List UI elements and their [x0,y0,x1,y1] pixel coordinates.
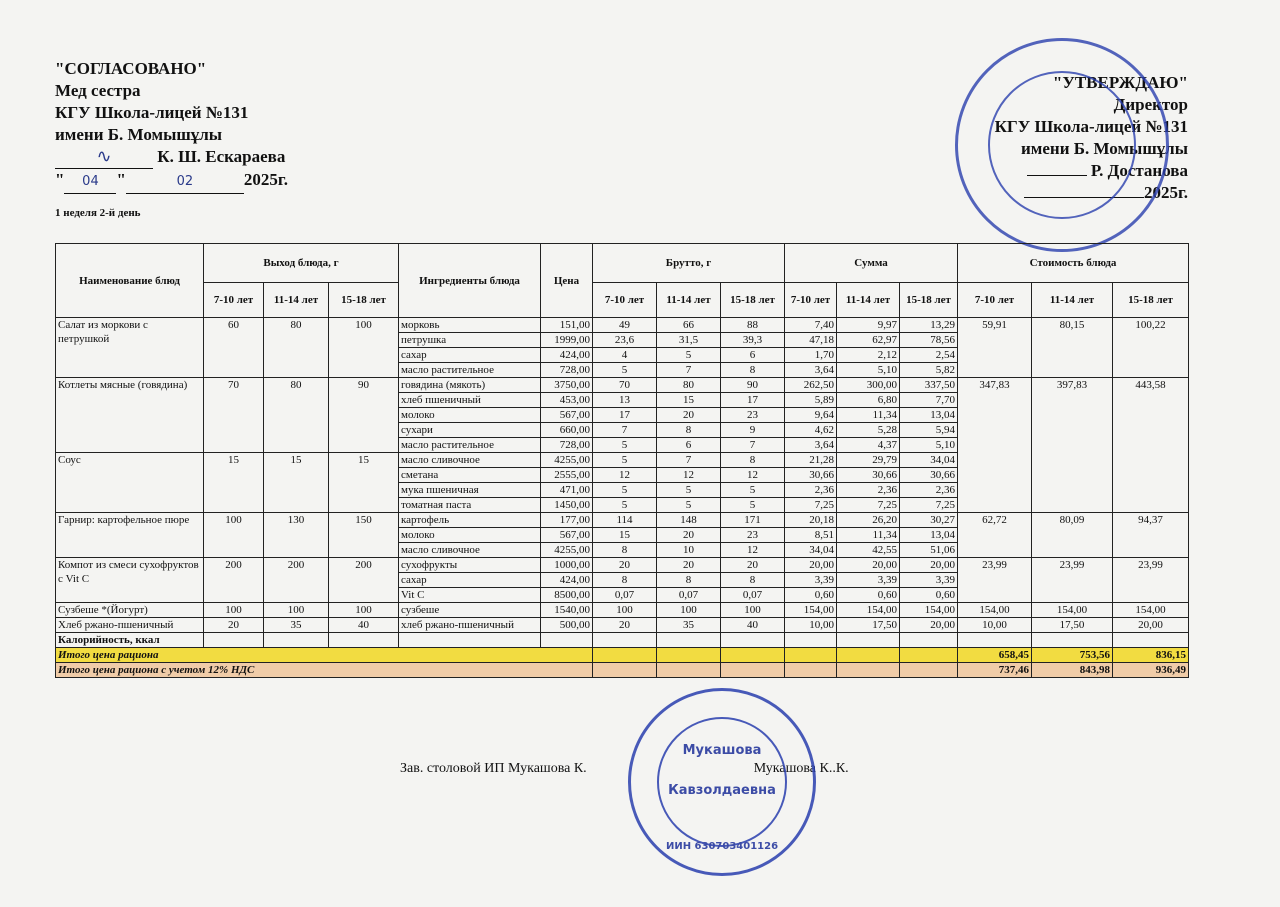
sum-cell: 262,50 [785,378,837,393]
sum-cell: 5,10 [900,438,958,453]
header-age: 15-18 лет [900,283,958,318]
header-sum: Сумма [785,244,958,283]
price-cell: 177,00 [541,513,593,528]
sum-cell: 5,28 [837,423,900,438]
dish-name: Хлеб ржано-пшеничный [56,618,204,633]
price-cell: 424,00 [541,348,593,363]
ingredient-name: томатная паста [399,498,541,513]
ingredient-name: Vit C [399,588,541,603]
yield-cell: 90 [329,378,399,453]
brutto-cell: 8 [721,573,785,588]
yield-cell: 70 [204,378,264,453]
sum-cell: 62,97 [837,333,900,348]
ingredient-name: сметана [399,468,541,483]
price-cell: 567,00 [541,528,593,543]
price-cell: 1000,00 [541,558,593,573]
cost-cell: 17,50 [1032,618,1113,633]
sum-cell: 3,39 [785,573,837,588]
yield-cell: 35 [264,618,329,633]
sum-cell: 5,94 [900,423,958,438]
header-brutto: Брутто, г [593,244,785,283]
brutto-cell: 20 [721,558,785,573]
yield-cell: 100 [264,603,329,618]
cost-cell: 154,00 [1113,603,1189,618]
price-cell: 500,00 [541,618,593,633]
cost-cell: 443,58 [1113,378,1189,513]
sum-cell: 154,00 [900,603,958,618]
sum-cell: 13,04 [900,528,958,543]
table-row [56,318,1189,333]
ingredient-name: сухофрукты [399,558,541,573]
header-yield: Выход блюда, г [204,244,399,283]
sum-cell: 4,62 [785,423,837,438]
brutto-cell: 80 [657,378,721,393]
cost-cell: 347,83 [958,378,1032,513]
seal-stamp-top [955,38,1169,252]
ingredient-name: масло сливочное [399,543,541,558]
total-vat-cell: 843,98 [1032,663,1113,678]
table-row [56,378,1189,393]
ingredient-name: морковь [399,318,541,333]
brutto-cell: 23 [721,408,785,423]
price-cell: 3750,00 [541,378,593,393]
sum-cell: 20,00 [900,618,958,633]
sum-cell: 7,40 [785,318,837,333]
ingredient-name: сухари [399,423,541,438]
brutto-cell: 5 [593,438,657,453]
brutto-cell: 90 [721,378,785,393]
sum-cell: 3,39 [837,573,900,588]
price-cell: 1999,00 [541,333,593,348]
price-cell: 453,00 [541,393,593,408]
sum-cell: 0,60 [900,588,958,603]
approval-left-role: Мед сестра [55,81,141,100]
approval-left-title: "СОГЛАСОВАНО" [55,59,207,78]
brutto-cell: 8 [657,573,721,588]
sum-cell: 154,00 [837,603,900,618]
brutto-cell: 49 [593,318,657,333]
cost-cell: 59,91 [958,318,1032,378]
brutto-cell: 12 [657,468,721,483]
sum-cell: 5,10 [837,363,900,378]
brutto-cell: 10 [657,543,721,558]
sum-cell: 30,27 [900,513,958,528]
date-month: 02 [176,174,194,189]
sum-cell: 34,04 [900,453,958,468]
sum-cell: 3,64 [785,363,837,378]
dish-name: Гарнир: картофельное пюре [56,513,204,558]
brutto-cell: 12 [721,543,785,558]
ingredient-name: картофель [399,513,541,528]
stamp-line-2: Кавзолдаевна [668,783,776,798]
price-cell: 728,00 [541,438,593,453]
total-vat-cell: 936,49 [1113,663,1189,678]
price-cell: 4255,00 [541,543,593,558]
header-age: 7-10 лет [204,283,264,318]
sum-cell: 7,70 [900,393,958,408]
sum-cell: 34,04 [785,543,837,558]
header-age: 7-10 лет [593,283,657,318]
table-row [56,513,1189,528]
brutto-cell: 39,3 [721,333,785,348]
total-cell: 836,15 [1113,648,1189,663]
price-cell: 1540,00 [541,603,593,618]
ingredient-name: мука пшеничная [399,483,541,498]
cost-cell: 62,72 [958,513,1032,558]
brutto-cell: 20 [657,408,721,423]
brutto-cell: 148 [657,513,721,528]
brutto-cell: 0,07 [593,588,657,603]
brutto-cell: 35 [657,618,721,633]
ingredient-name: сузбеше [399,603,541,618]
total-vat-cell: 737,46 [958,663,1032,678]
dish-name: Котлеты мясные (говядина) [56,378,204,453]
table-row [56,558,1189,573]
sum-cell: 2,36 [900,483,958,498]
dish-name: Соус [56,453,204,513]
sum-cell: 26,20 [837,513,900,528]
brutto-cell: 8 [721,453,785,468]
cost-cell: 94,37 [1113,513,1189,558]
ingredient-name: сахар [399,573,541,588]
sum-cell: 30,66 [837,468,900,483]
cost-cell: 154,00 [1032,603,1113,618]
sum-cell: 10,00 [785,618,837,633]
yield-cell: 100 [329,318,399,378]
brutto-cell: 5 [657,483,721,498]
header-ingredients: Ингредиенты блюда [399,244,541,318]
cost-cell: 23,99 [1113,558,1189,603]
yield-cell: 80 [264,318,329,378]
approval-left-signature-line [55,146,288,169]
menu-table [55,243,1189,678]
yield-cell: 100 [204,513,264,558]
sum-cell: 7,25 [900,498,958,513]
sum-cell: 154,00 [785,603,837,618]
ingredient-name: сахар [399,348,541,363]
brutto-cell: 5 [593,453,657,468]
total-vat-label: Итого цена рациона с учетом 12% НДС [56,663,593,678]
header-age: 7-10 лет [958,283,1032,318]
brutto-cell: 9 [721,423,785,438]
brutto-cell: 8 [593,543,657,558]
price-cell: 1450,00 [541,498,593,513]
brutto-cell: 5 [593,363,657,378]
sum-cell: 7,25 [837,498,900,513]
price-cell: 4255,00 [541,453,593,468]
sum-cell: 47,18 [785,333,837,348]
cost-cell: 23,99 [1032,558,1113,603]
price-cell: 151,00 [541,318,593,333]
yield-cell: 100 [329,603,399,618]
brutto-cell: 70 [593,378,657,393]
cost-cell: 397,83 [1032,378,1113,513]
header-price: Цена [541,244,593,318]
brutto-cell: 0,07 [657,588,721,603]
approval-left-school-name: имени Б. Момышұлы [55,125,223,144]
footer-right: Мукашова К..К. [753,761,849,776]
header-age: 11-14 лет [837,283,900,318]
price-cell: 471,00 [541,483,593,498]
sum-cell: 11,34 [837,408,900,423]
sum-cell: 9,97 [837,318,900,333]
cost-cell: 154,00 [958,603,1032,618]
brutto-cell: 12 [721,468,785,483]
yield-cell: 80 [264,378,329,453]
ingredient-name: молоко [399,408,541,423]
date-year: 2025г. [243,170,288,189]
approval-right-title: "УТВЕРЖДАЮ" [1052,73,1188,92]
sum-cell: 5,82 [900,363,958,378]
approval-right-role: Директор [1113,95,1188,114]
sum-cell: 30,66 [785,468,837,483]
brutto-cell: 88 [721,318,785,333]
brutto-cell: 15 [657,393,721,408]
header-age: 7-10 лет [785,283,837,318]
brutto-cell: 0,07 [721,588,785,603]
ingredient-name: масло сливочное [399,453,541,468]
yield-cell: 40 [329,618,399,633]
price-cell: 728,00 [541,363,593,378]
brutto-cell: 17 [593,408,657,423]
brutto-cell: 23 [721,528,785,543]
sum-cell: 21,28 [785,453,837,468]
total-cell: 753,56 [1032,648,1113,663]
brutto-cell: 6 [721,348,785,363]
sum-cell: 13,04 [900,408,958,423]
header-age: 11-14 лет [1032,283,1113,318]
yield-cell: 200 [329,558,399,603]
approval-right-school: КГУ Школа-лицей №131 [994,117,1188,136]
header-age: 11-14 лет [264,283,329,318]
sum-cell: 29,79 [837,453,900,468]
total-row [56,648,1189,663]
brutto-cell: 8 [657,423,721,438]
calories-row [56,633,1189,648]
table-row [56,618,1189,633]
sum-cell: 337,50 [900,378,958,393]
sum-cell: 9,64 [785,408,837,423]
brutto-cell: 31,5 [657,333,721,348]
ingredient-name: масло растительное [399,438,541,453]
brutto-cell: 7 [593,423,657,438]
header-age: 15-18 лет [721,283,785,318]
yield-cell: 130 [264,513,329,558]
sum-cell: 0,60 [837,588,900,603]
price-cell: 660,00 [541,423,593,438]
sum-cell: 20,00 [785,558,837,573]
header-age: 11-14 лет [657,283,721,318]
stamp-line-1: Мукашова [682,743,762,758]
yield-cell: 15 [204,453,264,513]
brutto-cell: 7 [657,363,721,378]
ingredient-name: хлеб ржано-пшеничный [399,618,541,633]
sum-cell: 17,50 [837,618,900,633]
sum-cell: 300,00 [837,378,900,393]
brutto-cell: 100 [593,603,657,618]
brutto-cell: 5 [721,483,785,498]
cost-cell: 80,15 [1032,318,1113,378]
yield-cell: 100 [204,603,264,618]
brutto-cell: 8 [721,363,785,378]
brutto-cell: 40 [721,618,785,633]
sum-cell: 11,34 [837,528,900,543]
calories-label: Калорийность, ккал [56,633,204,648]
brutto-cell: 5 [593,498,657,513]
approval-left [55,58,288,194]
price-cell: 424,00 [541,573,593,588]
sum-cell: 7,25 [785,498,837,513]
signature-mark: ∿ [55,146,153,169]
yield-cell: 20 [204,618,264,633]
sum-cell: 20,00 [837,558,900,573]
brutto-cell: 12 [593,468,657,483]
yield-cell: 150 [329,513,399,558]
cost-cell: 20,00 [1113,618,1189,633]
cost-cell: 100,22 [1113,318,1189,378]
sum-cell: 42,55 [837,543,900,558]
sum-cell: 4,37 [837,438,900,453]
yield-cell: 200 [264,558,329,603]
sum-cell: 2,36 [785,483,837,498]
approval-left-signer: К. Ш. Ескараева [157,147,286,166]
ingredient-name: молоко [399,528,541,543]
yield-cell: 15 [264,453,329,513]
sum-cell: 3,39 [900,573,958,588]
yield-cell: 200 [204,558,264,603]
yield-cell: 15 [329,453,399,513]
seal-stamp-bottom [628,688,816,876]
brutto-cell: 100 [721,603,785,618]
brutto-cell: 4 [593,348,657,363]
header-cost: Стоимость блюда [958,244,1189,283]
total-label: Итого цена рациона [56,648,593,663]
brutto-cell: 20 [657,558,721,573]
brutto-cell: 8 [593,573,657,588]
total-vat-row [56,663,1189,678]
sum-cell: 20,00 [900,558,958,573]
ingredient-name: хлеб пшеничный [399,393,541,408]
brutto-cell: 13 [593,393,657,408]
sum-cell: 30,66 [900,468,958,483]
dish-name: Компот из смеси сухофруктов с Vit C [56,558,204,603]
approval-right-school-name: имени Б. Момышұлы [1020,139,1188,158]
menu-body [56,318,1189,678]
price-cell: 567,00 [541,408,593,423]
header-dish: Наименование блюд [56,244,204,318]
brutto-cell: 23,6 [593,333,657,348]
total-cell: 658,45 [958,648,1032,663]
stamp-line-3: ИИН 630703401126 [665,841,779,852]
brutto-cell: 171 [721,513,785,528]
approval-left-date: " 04 " 02 2025г. [55,169,288,194]
cost-cell: 80,09 [1032,513,1113,558]
brutto-cell: 20 [593,618,657,633]
sum-cell: 2,12 [837,348,900,363]
brutto-cell: 5 [593,483,657,498]
price-cell: 8500,00 [541,588,593,603]
sum-cell: 3,64 [785,438,837,453]
approval-right-date: 2025г. [995,182,1188,204]
sum-cell: 6,80 [837,393,900,408]
sum-cell: 78,56 [900,333,958,348]
yield-cell: 60 [204,318,264,378]
dish-name: Салат из моркови с петрушкой [56,318,204,378]
brutto-cell: 15 [593,528,657,543]
sum-cell: 13,29 [900,318,958,333]
sum-cell: 1,70 [785,348,837,363]
brutto-cell: 7 [721,438,785,453]
brutto-cell: 20 [593,558,657,573]
sum-cell: 0,60 [785,588,837,603]
sum-cell: 5,89 [785,393,837,408]
brutto-cell: 6 [657,438,721,453]
approval-right-signer: Р. Достанова [995,160,1188,182]
sum-cell: 2,54 [900,348,958,363]
brutto-cell: 17 [721,393,785,408]
brutto-cell: 5 [657,498,721,513]
sum-cell: 20,18 [785,513,837,528]
brutto-cell: 20 [657,528,721,543]
cost-cell: 23,99 [958,558,1032,603]
brutto-cell: 66 [657,318,721,333]
sum-cell: 2,36 [837,483,900,498]
brutto-cell: 7 [657,453,721,468]
sum-cell: 51,06 [900,543,958,558]
day-label: 1 неделя 2-й день [55,207,141,219]
approval-left-school: КГУ Школа-лицей №131 [55,103,249,122]
brutto-cell: 114 [593,513,657,528]
cost-cell: 10,00 [958,618,1032,633]
ingredient-name: петрушка [399,333,541,348]
header-age: 15-18 лет [329,283,399,318]
table-row [56,603,1189,618]
ingredient-name: масло растительное [399,363,541,378]
brutto-cell: 5 [657,348,721,363]
price-cell: 2555,00 [541,468,593,483]
brutto-cell: 5 [721,498,785,513]
date-day: 04 [82,174,99,189]
dish-name: Сузбеше *(Йогурт) [56,603,204,618]
brutto-cell: 100 [657,603,721,618]
sum-cell: 8,51 [785,528,837,543]
ingredient-name: говядина (мякоть) [399,378,541,393]
footer-left: Зав. столовой ИП Мукашова К. [400,761,587,776]
header-age: 15-18 лет [1113,283,1189,318]
